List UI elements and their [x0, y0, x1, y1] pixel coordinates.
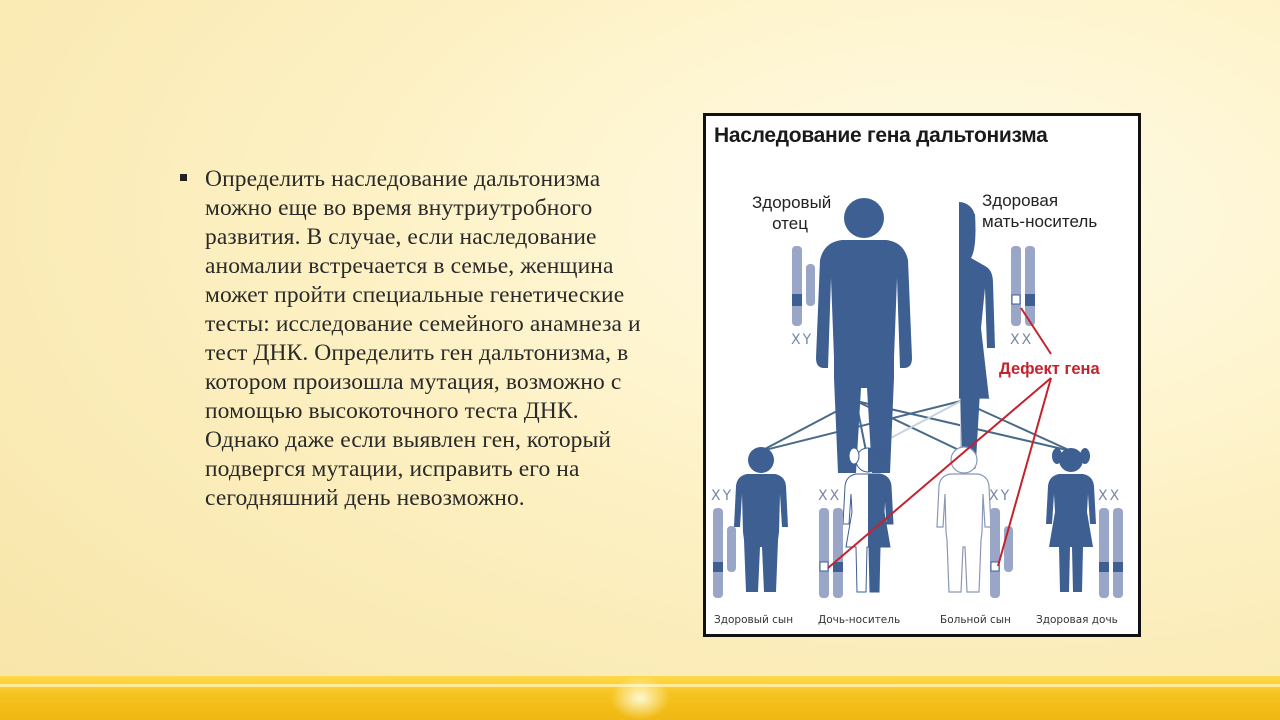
father-chrom-label: XY	[791, 332, 814, 348]
child-healthy-son	[734, 447, 788, 592]
father-label-line2: отец	[772, 214, 808, 233]
child2-chrom-label: XX	[818, 488, 842, 504]
inheritance-lines	[761, 401, 1071, 451]
mother-label-line2: мать-носитель	[982, 212, 1098, 231]
diagram-title: Наследование гена дальтонизма	[714, 124, 1048, 147]
father-label-line1: Здоровый	[752, 193, 832, 212]
daughter2-chromosomes	[1099, 508, 1123, 598]
mother-chromosomes	[1011, 246, 1035, 326]
mother-chrom-label: XX	[1010, 332, 1034, 348]
defect-label: Дефект гена	[999, 360, 1100, 378]
child1-label: Здоровый сын	[714, 614, 794, 626]
footer-glow	[610, 676, 670, 720]
father-label	[752, 192, 832, 234]
bullet-text: Определить наследование дальтонизма можно еще во время внутриутробного развития. В случае, если наследование аномалии встречается в семье, женщина может пройти специальные генетические тесты: исследование семейного анамнеза и тест ДНК. Определить ген дальтонизма, в котором произошла мутация, возможно с помощью высокоточного теста ДНК. Однако даже если выявлен ген, который подвергся мутации, исправить его на сегодняшний день невозможно.	[205, 166, 641, 511]
child4-label: Здоровая дочь	[1036, 614, 1118, 626]
inheritance-diagram	[703, 113, 1141, 637]
child1-chrom-label: XY	[711, 488, 734, 504]
father-figure	[816, 198, 912, 473]
child3-chrom-label: XY	[989, 488, 1012, 504]
son1-chromosomes	[713, 508, 736, 598]
child4-chrom-label: XX	[1098, 488, 1122, 504]
mother-label-line1: Здоровая	[982, 191, 1059, 210]
child-healthy-daughter	[1046, 448, 1096, 592]
mother-label	[982, 190, 1112, 232]
daughter1-chromosomes	[819, 508, 843, 598]
father-chromosomes	[792, 246, 815, 326]
mother-blue-half	[923, 202, 995, 473]
child2-label: Дочь-носитель	[818, 614, 901, 626]
bullet-item	[180, 165, 650, 513]
bullet-marker	[180, 174, 187, 181]
child3-label: Больной сын	[940, 614, 1011, 626]
